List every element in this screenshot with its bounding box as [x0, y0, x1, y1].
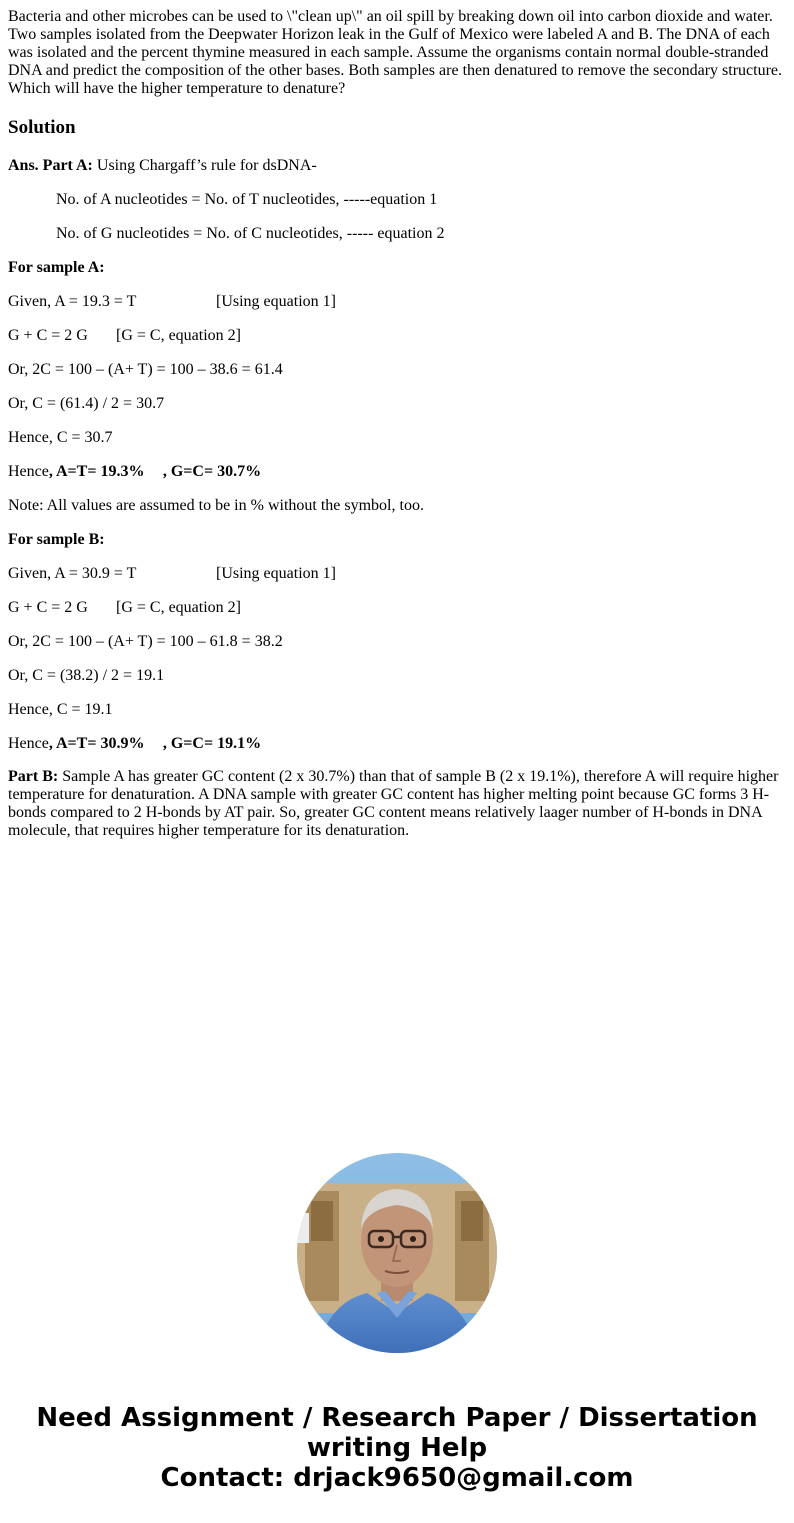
avatar-portrait-image	[297, 1153, 497, 1353]
sample-b-result	[8, 735, 261, 753]
sample-b-given-note: [Using equation 1]	[216, 565, 336, 582]
footer-line-1: Need Assignment / Research Paper / Dissertation	[36, 1403, 758, 1433]
footer-line-2: writing Help	[306, 1433, 488, 1463]
part-b-paragraph	[8, 768, 786, 840]
part-b-text: Sample A has greater GC content (2 x 30.7%) than that of sample B (2 x 19.1%), therefore A will require higher temperature for denaturation. A DNA sample with greater GC content has higher melting point because GC forms 3 H-bonds compared to 2 H-bonds by AT pair. So, greater GC content means relatively laager number of H-bonds in DNA molecule, that requires higher temperature for its denaturation.	[8, 768, 779, 839]
part-a-label: Ans. Part A:	[8, 157, 93, 174]
sample-a-gc-note: [G = C, equation 2]	[116, 327, 241, 344]
part-a-intro	[8, 157, 317, 175]
sample-a-step-3: Hence, C = 30.7	[8, 429, 113, 446]
sample-a-result	[8, 463, 261, 481]
sample-a-result-gc: , G=C= 30.7%	[162, 463, 262, 480]
part-b-label: Part B:	[8, 768, 59, 785]
sample-b-step-1: Or, 2C = 100 – (A+ T) = 100 – 61.8 = 38.2	[8, 633, 283, 650]
sample-a-gc	[8, 327, 241, 345]
question-text: Bacteria and other microbes can be used to \"clean up\" an oil spill by breaking down oil into carbon dioxide and water. Two samples isolated from the Deepwater Horizon leak in the Gulf of Mexico were labeled A and B. The DNA of each was isolated and the percent thymine measured in each sample. Assume the organisms contain normal double-stranded DNA and predict the composition of the other bases. Both samples are then denatured to remove the secondary structure. Which will have the higher temperature to denature?	[8, 8, 782, 97]
author-avatar	[297, 1153, 497, 1353]
sample-a-result-prefix: Hence	[8, 463, 49, 480]
solution-heading: Solution	[8, 117, 76, 138]
sample-a-step-1: Or, 2C = 100 – (A+ T) = 100 – 38.6 = 61.4	[8, 361, 283, 378]
sample-b-gc-note: [G = C, equation 2]	[116, 599, 241, 616]
sample-b-heading: For sample B:	[8, 531, 105, 548]
sample-b-result-gc: , G=C= 19.1%	[162, 735, 262, 752]
sample-b-gc	[8, 599, 241, 617]
sample-b-step-3: Hence, C = 19.1	[8, 701, 113, 718]
sample-b-step-2: Or, C = (38.2) / 2 = 19.1	[8, 667, 165, 684]
sample-a-given	[8, 293, 336, 311]
footer-contact-line: Contact: drjack9650@gmail.com	[160, 1463, 634, 1493]
sample-a-given-text: Given, A = 19.3 = T	[8, 293, 137, 310]
sample-b-result-at: , A=T= 30.9%	[48, 735, 145, 752]
chargaff-rule-2: No. of G nucleotides = No. of C nucleotides, ----- equation 2	[56, 225, 445, 242]
sample-b-result-prefix: Hence	[8, 735, 49, 752]
footer-contact-banner	[0, 1403, 794, 1493]
sample-a-step-2: Or, C = (61.4) / 2 = 30.7	[8, 395, 165, 412]
sample-a-given-note: [Using equation 1]	[216, 293, 336, 310]
part-a-intro-text: Using Chargaff’s rule for dsDNA-	[92, 157, 317, 174]
sample-b-gc-text: G + C = 2 G	[8, 599, 88, 616]
note-text: Note: All values are assumed to be in % without the symbol, too.	[8, 497, 424, 514]
sample-a-gc-text: G + C = 2 G	[8, 327, 88, 344]
sample-a-heading: For sample A:	[8, 259, 105, 276]
sample-b-given-text: Given, A = 30.9 = T	[8, 565, 137, 582]
sample-a-result-at: , A=T= 19.3%	[48, 463, 145, 480]
chargaff-rule-1: No. of A nucleotides = No. of T nucleotides, -----equation 1	[56, 191, 438, 208]
sample-b-given	[8, 565, 336, 583]
